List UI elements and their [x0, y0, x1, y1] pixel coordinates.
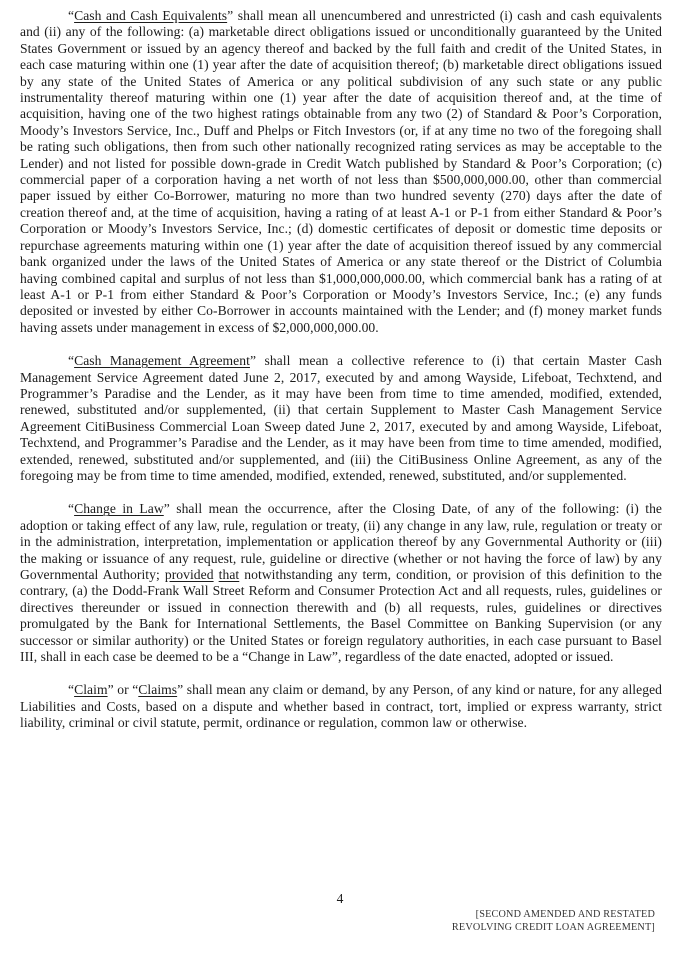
document-footer	[452, 908, 655, 934]
footer-line-1: [SECOND AMENDED AND RESTATED	[475, 909, 655, 920]
definition-claim: “Claim” or “Claims” shall mean any claim or demand, by any Person, of any kind or nature, for any alleged Liabilities and Costs, based on a dispute and whether based in contract, tort, implied or express warranty, strict liability, criminal or civil statute, permit, ordinance or regulation, common law or otherwise.	[20, 682, 662, 731]
that-term: that	[218, 567, 240, 582]
definition-body: ” shall mean any claim or demand, by any Person, of any kind or nature, for any alleged Liabilities and Costs, based on a dispute and whether based in contract, tort, implied or express warranty, strict liability, criminal or civil statute, permit, ordinance or regulation, common law or otherwise.	[20, 682, 662, 731]
document-page	[20, 8, 662, 749]
definition-body: ” shall mean the occurrence, after the Closing Date, of any of the following: (i) the adoption or taking effect of any law, rule, regulation or treaty, (ii) any change in any law, rule, regulation or treaty or in the administration, interpretation, implementation or application thereof by any Governmental Authority or (iii) the making or issuance of any request, rule, guideline or directive (whether or not having the force of law) by any Governmental Authority;	[20, 501, 663, 582]
definition-change-in-law: “Change in Law” shall mean the occurrence, after the Closing Date, of any of the following: (i) the adoption or taking effect of any law, rule, regulation or treaty, (ii) any change in any law, rule, regulation or treaty or in the administration, interpretation, implementation or application thereof by any Governmental Authority or (iii) the making or issuance of any request, rule, guideline or directive (whether or not having the force of law) by any Governmental Authority; provided that notwithstanding any term, condition, or provision of this definition to the contrary, (a) the Dodd-Frank Wall Street Reform and Consumer Protection Act and all requests, rules, guidelines or directives thereunder or issued in connection therewith and (b) all requests, rules, guidelines or directives promulgated by the Bank for International Settlements, the Basel Committee on Banking Supervision (or any successor or similar authority) or the United States or foreign regulatory authorities, in each case pursuant to Basel III, shall in each case be deemed to be a “Change in Law”, regardless of the date enacted, adopted or issued.	[20, 501, 663, 665]
defined-term-plural: Claims	[138, 682, 178, 698]
defined-term: Claim	[74, 682, 108, 698]
footer-line-2: REVOLVING CREDIT LOAN AGREEMENT]	[451, 922, 655, 933]
definition-body-continued: notwithstanding any term, condition, or provision of this definition to the contrary, (a) the Dodd-Frank Wall Street Reform and Consumer Protection Act and all requests, rules, guidelines or directives thereunder or issued in connection therewith and (b) all requests, rules, guidelines or directives promulgated by the Bank for International Settlements, the Basel Committee on Banking Supervision (or any successor or similar authority) or the United States or foreign regulatory authorities, in each case pursuant to Basel III, shall in each case be deemed to be a “Change in Law”, regardless of the date enacted, adopted or issued.	[20, 567, 663, 665]
definition-cash-management-agreement: “Cash Management Agreement” shall mean a collective reference to (i) that certain Master Cash Management Service Agreement dated June 2, 2017, executed by and among Wayside, Lifeboat, Techxtend, and Programmer’s Paradise and the Lender, as it may have been from time to time amended, modified, extended, renewed, substituted and/or supplemented, (ii) that certain Supplement to Master Cash Management Service Agreement CitiBusiness Commercial Loan Sweep dated June 2, 2017, executed by and among Wayside, Lifeboat, Techxtend, and Programmer’s Paradise and the Lender, as it may have been from time to time amended, modified, extended, renewed, substituted and/or supplemented, and (iii) the CitiBusiness Online Agreement, as any of the foregoing may be from time to time amended, modified, extended, renewed, substituted, and/or supplemented.	[20, 353, 662, 483]
defined-term: Cash Management Agreement	[74, 353, 250, 369]
definition-cash-and-cash-equivalents: “Cash and Cash Equivalents” shall mean all unencumbered and unrestricted (i) cash and cash equivalents and (ii) any of the following: (a) marketable direct obligations issued or unconditionally guaranteed by the United States Government or issued by an agency thereof and backed by the full faith and credit of the United States, in each case maturing within one (1) year after the date of acquisition thereof; (b) marketable direct obligations issued by any state of the United States of America or any political subdivision of any such state or any public instrumentality thereof maturing within one (1) year after the date of acquisition thereof and, at the time of acquisition, having one of the two highest ratings obtainable from any two (2) of Standard & Poor’s Corporation, Moody’s Investors Service, Inc., Duff and Phelps or Fitch Investors (or, if at any time no two of the foregoing shall be rating such obligations, then from such other nationally recognized rating services as may be acceptable to the Lender) and not listed for possible down-grade in Credit Watch published by Standard & Poor’s Corporation; (c) commercial paper of a corporation having a net worth of not less than $500,000,000.00, other than commercial paper issued by either Co-Borrower, maturing no more than two hundred seventy (270) days after the date of creation thereof and, at the time of acquisition, having a rating of at least A-1 or P-1 from either Standard & Poor’s Corporation or Moody’s Investors Service, Inc.; (d) domestic certificates of deposit or domestic time deposits or repurchase agreements maturing within one (1) year after the date of acquisition thereof issued by any commercial bank organized under the laws of the United States of America or any state thereof or the District of Columbia having combined capital and surplus of not less than $1,000,000,000.00, which commercial bank has a rating of at least A-1 or P-1 from either Standard & Poor’s Corporation or Moody’s Investors Service, Inc.; (e) any funds deposited or invested by either Co-Borrower in accounts maintained with the Lender; and (f) money market funds having assets under management in excess of $2,000,000,000.00.	[20, 8, 662, 335]
definition-body: ” shall mean all unencumbered and unrestricted (i) cash and cash equivalents and (ii) any of the following: (a) marketable direct obligations issued or unconditionally guaranteed by the United States Government or issued by an agency thereof and backed by the full faith and credit of the United States, in each case maturing within one (1) year after the date of acquisition thereof; (b) marketable direct obligations issued by any state of the United States of America or any political subdivision of any such state or any public instrumentality thereof maturing within one (1) year after the date of acquisition thereof and, at the time of acquisition, having one of the two highest ratings obtainable from any two (2) of Standard & Poor’s Corporation, Moody’s Investors Service, Inc., Duff and Phelps or Fitch Investors (or, if at any time no two of the foregoing shall be rating such obligations, then from such other nationally recognized rating services as may be acceptable to the Lender) and not listed for possible down-grade in Credit Watch published by Standard & Poor’s Corporation; (c) commercial paper of a corporation having a net worth of not less than $500,000,000.00, other than commercial paper issued by either Co-Borrower, maturing no more than two hundred seventy (270) days after the date of creation thereof and, at the time of acquisition, having a rating of at least A-1 or P-1 from either Standard & Poor’s Corporation or Moody’s Investors Service, Inc.; (d) domestic certificates of deposit or domestic time deposits or repurchase agreements maturing within one (1) year after the date of acquisition thereof issued by any commercial bank organized under the laws of the United States of America or any state thereof or the District of Columbia having combined capital and surplus of not less than $1,000,000,000.00, which commercial bank has a rating of at least A-1 or P-1 from either Standard & Poor’s Corporation or Moody’s Investors Service, Inc.; (e) any funds deposited or invested by either Co-Borrower in accounts maintained with the Lender; and (f) money market funds having assets under management in excess of $2,000,000,000.00.	[20, 8, 662, 335]
definition-body: ” shall mean a collective reference to (i) that certain Master Cash Management Service Agreement dated June 2, 2017, executed by and among Wayside, Lifeboat, Techxtend, and Programmer’s Paradise and the Lender, as it may have been from time to time amended, modified, extended, renewed, substituted and/or supplemented, (ii) that certain Supplement to Master Cash Management Service Agreement CitiBusiness Commercial Loan Sweep dated June 2, 2017, executed by and among Wayside, Lifeboat, Techxtend, and Programmer’s Paradise and the Lender, as it may have been from time to time amended, modified, extended, renewed, substituted and/or supplemented, and (iii) the CitiBusiness Online Agreement, as any of the foregoing may be from time to time amended, modified, extended, renewed, substituted, and/or supplemented.	[20, 353, 662, 483]
defined-term: Change in Law	[74, 501, 164, 517]
defined-term: Cash and Cash Equivalents	[74, 8, 228, 23]
provided-term: provided	[164, 567, 214, 582]
page-number: 4	[336, 891, 344, 906]
